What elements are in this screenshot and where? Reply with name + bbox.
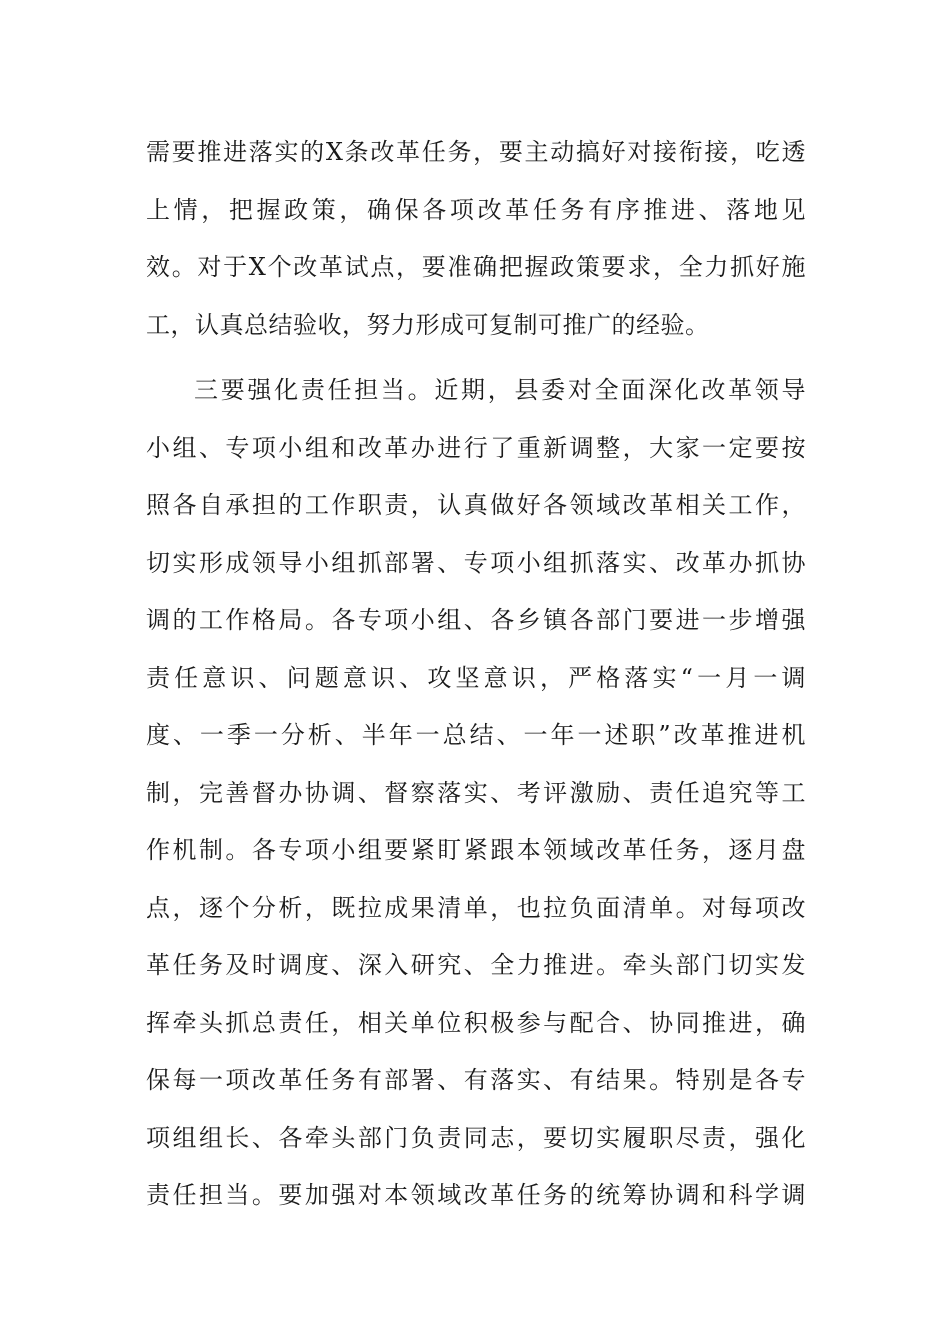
paragraph-line: 挥牵头抓总责任，相关单位积极参与配合、协同推进，确 [146,1008,806,1037]
paragraph-line: 需要推进落实的X条改革任务，要主动搞好对接衔接，吃透 [146,138,806,166]
paragraph-line: 革任务及时调度、深入研究、全力推进。牵头部门切实发 [146,951,806,979]
paragraph-line: 小组、专项小组和改革办进行了重新调整，大家一定要按 [146,433,806,462]
paragraph-line: 点，逐个分析，既拉成果清单，也拉负面清单。对每项改 [146,893,806,922]
paragraph-line: 作机制。各专项小组要紧盯紧跟本领域改革任务，逐月盘 [146,836,806,864]
paragraph-line: 项组组长、各牵头部门负责同志，要切实履职尽责，强化 [146,1123,806,1152]
paragraph-line: 保每一项改革任务有部署、有落实、有结果。特别是各专 [146,1066,806,1094]
paragraph-line: 责任意识、问题意识、攻坚意识，严格落实“一月一调 [146,663,806,692]
paragraph-1 [146,124,806,354]
paragraph-2 [146,362,806,1225]
paragraph-line: 三要强化责任担当。近期，县委对全面深化改革领导 [194,376,806,404]
paragraph-line: 切实形成领导小组抓部署、专项小组抓落实、改革办抓协 [146,548,806,577]
paragraph-line: 照各自承担的工作职责，认真做好各领域改革相关工作， [146,491,806,519]
paragraph-line: 上情，把握政策，确保各项改革任务有序推进、落地见 [146,195,806,224]
paragraph-line: 度、一季一分析、半年一总结、一年一述职”改革推进机 [146,721,806,749]
paragraph-line: 制，完善督办协调、督察落实、考评激励、责任追究等工 [146,778,806,807]
paragraph-line: 效。对于X个改革试点，要准确把握政策要求，全力抓好施 [146,253,806,281]
paragraph-line: 调的工作格局。各专项小组、各乡镇各部门要进一步增强 [146,606,806,634]
paragraph-line: 工，认真总结验收，努力形成可复制可推广的经验。 [146,310,710,339]
paragraph-line: 责任担当。要加强对本领域改革任务的统筹协调和科学调 [146,1181,806,1209]
